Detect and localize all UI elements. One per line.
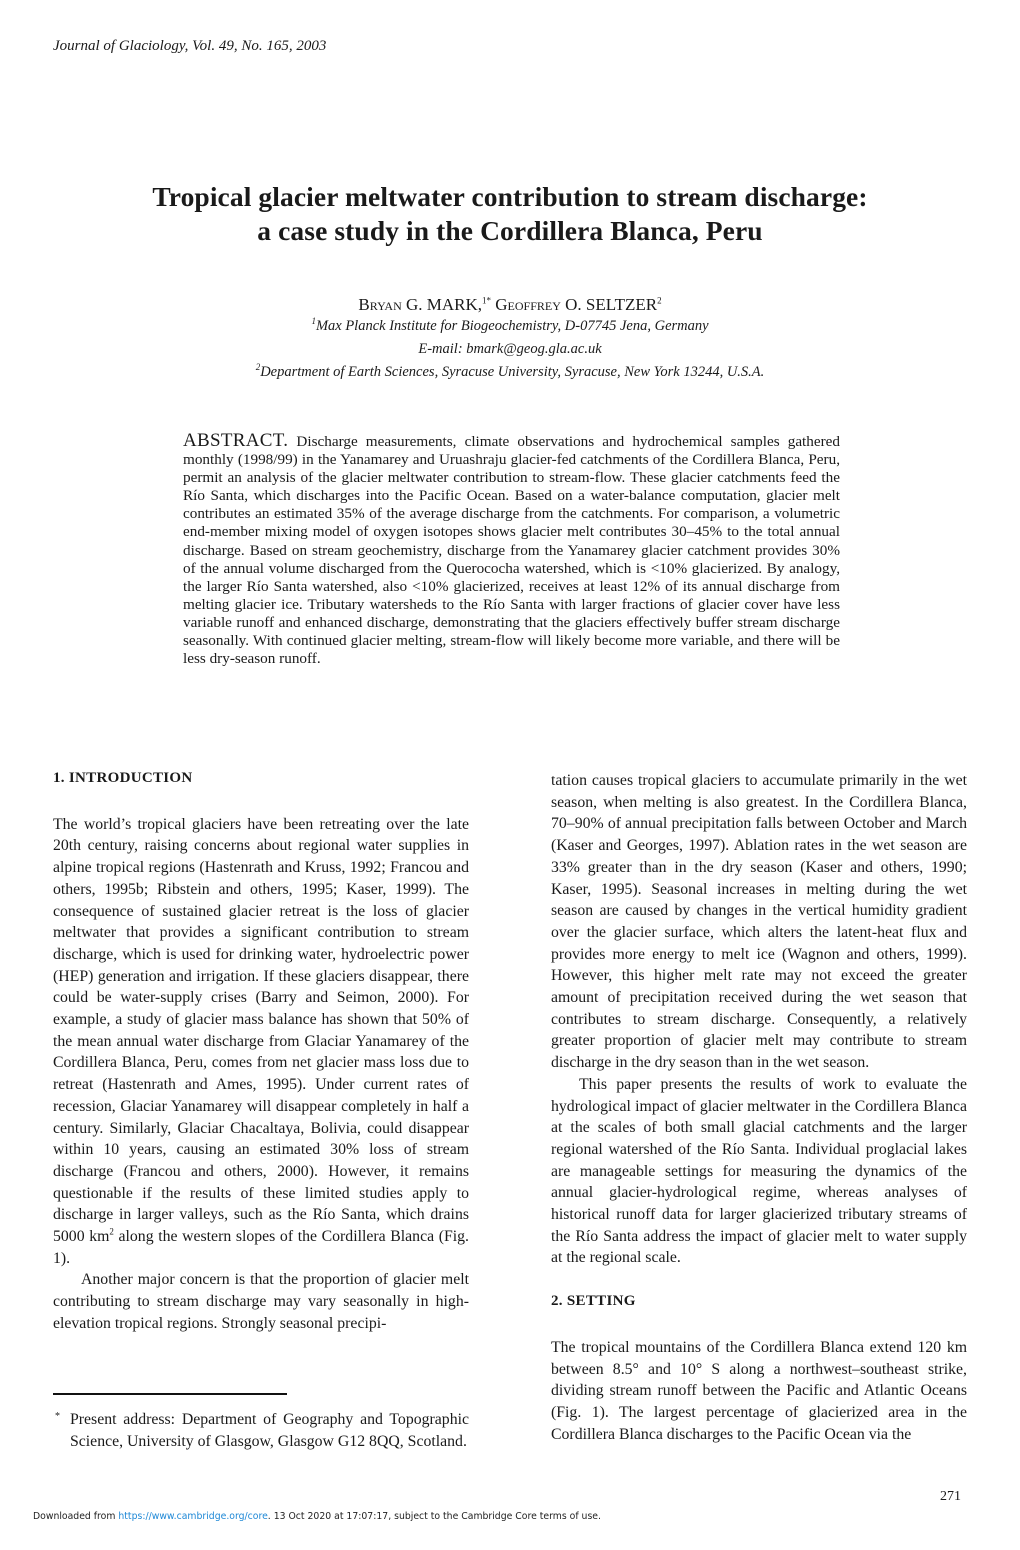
right-column [551, 770, 967, 1445]
paragraph: Another major concern is that the proportion of glacier melt contributing to stream discharge may vary seasonally in high-elevation tropical regions. Strongly seasonal precipi- [53, 1271, 469, 1332]
journal-header: Journal of Glaciology, Vol. 49, No. 165, 2003 [53, 38, 327, 54]
paragraph: The tropical mountains of the Cordillera Blanca extend 120 km between 8.5° and 10° S along a northwest–southeast strike, dividing stream runoff between the Pacific and Atlantic Oceans (Fig. 1). The largest percentage of glacierized area in the Cordillera Blanca discharges to the Pacific Ocean via the [551, 1338, 967, 1443]
paragraph: tation causes tropical glaciers to accumulate primarily in the wet season, when melting is also greatest. In the Cordillera Blanca, 70–90% of annual precipitation falls between October and March (Kaser and Georges, 1997). Ablation rates in the wet season are 33% greater than in the dry season (Kaser and others, 1990; Kaser, 1995). Seasonal increases in melting during the wet season are caused by changes in the vertical humidity gradient over the glacier surface, which alters the latent-heat flux and provides more energy to melt ice (Wagnon and others, 1999). However, this higher melt rate may not exceed the greater amount of precipitation received during the wet season that contributes to stream discharge. Consequently, a relatively greater proportion of glacier melt may contribute to stream discharge in the dry season than in the wet season. [551, 772, 967, 1072]
abstract-label: ABSTRACT. [183, 430, 289, 451]
section-heading-setting: 2. SETTING [551, 1293, 636, 1310]
download-suffix: . 13 Oct 2020 at 17:07:17, subject to the Cambridge Core terms of use. [267, 1511, 601, 1522]
cambridge-core-link[interactable]: https://www.cambridge.org/core [118, 1511, 268, 1522]
footnote-divider [53, 1393, 287, 1395]
title-line-2: a case study in the Cordillera Blanca, Peru [257, 215, 763, 246]
section-heading-introduction: 1. INTRODUCTION [53, 770, 193, 786]
author-name: Bryan G. MARK, [358, 295, 483, 314]
affiliation-text: Max Planck Institute for Biogeochemistry, D-07745 Jena, Germany [315, 318, 709, 334]
affiliation-1 [0, 318, 1020, 335]
paragraph-text: along the western slopes of the Cordillera Blanca (Fig. 1). [53, 1228, 469, 1267]
paragraph [53, 814, 469, 1270]
left-column [53, 768, 469, 1335]
author-list [0, 294, 1020, 316]
paragraph-text: The world’s tropical glaciers have been retreating over the late 20th century, raising concerns about regional water supplies in alpine tropical regions (Hastenrath and Kruss, 1992; Francou and others, 1995b; Ribstein and others, 1995; Kaser, 1999). The consequence of sustained glacier retreat is the loss of glacier meltwater that provides a significant contribution to stream discharge, which is used for drinking water, hydroelectric power (HEP) generation and irrigation. If these glaciers disappear, there could be water-supply crises (Barry and Seimon, 2000). For example, a study of glacier mass balance has shown that 50% of the mean annual water discharge from Glaciar Yanamarey of the Cordillera Blanca, Peru, comes from net glacier mass loss due to retreat (Hastenrath and Ames, 1995). Under current rates of recession, Glaciar Yanamarey will disappear completely in half a century. Similarly, Glaciar Chacaltaya, Bolivia, could disappear within 10 years, causing an estimated 30% loss of stream discharge (Francou and others, 2000). However, it remains questionable if the results of these limited studies apply to discharge in larger valleys, such as the Río Santa, which drains 5000 km [53, 815, 469, 1246]
author-email [0, 341, 1020, 358]
page-number: 271 [940, 1489, 961, 1504]
author-superscript: 1* [482, 295, 492, 306]
author-name: Geoffrey O. SELTZER [495, 295, 658, 314]
author-superscript: 2 [657, 295, 662, 306]
affiliation-2 [0, 364, 1020, 381]
superscript: 2 [109, 1226, 114, 1237]
paper-title [0, 180, 1020, 248]
abstract [183, 432, 840, 668]
title-line-1: Tropical glacier meltwater contribution to stream discharge: [152, 181, 868, 212]
email-text: E-mail: bmark@geog.gla.ac.uk [418, 341, 602, 357]
affiliation-text: Department of Earth Sciences, Syracuse University, Syracuse, New York 13244, U.S.A. [260, 364, 765, 380]
abstract-text: Discharge measurements, climate observations and hydrochemical samples gathered monthly (1998/99) in the Yanamarey and Uruashraju glacier-fed catchments of the Cordillera Blanca, Peru, permit an analysis of the glacier meltwater contribution to stream-flow. These glacier catchments feed the Río Santa, which discharges into the Pacific Ocean. Based on a water-balance computation, glacier melt contributes an estimated 35% of the average discharge from the catchments. For comparison, a volumetric end-member mixing model of oxygen isotopes shows glacier melt contributes 30–45% to the total annual discharge. Based on stream geochemistry, discharge from the Yanamarey glacier catchment provides 30% of the annual volume discharged from the Querococha watershed, which is <10% glacierized. By analogy, the larger Río Santa watershed, also <10% glacierized, receives at least 12% of its annual discharge from melting glacier ice. Tributary watersheds to the Río Santa with larger fractions of glacier cover have less variable runoff and enhanced discharge, demonstrating that the glaciers effectively buffer stream discharge seasonally. With continued glacier melting, stream-flow will likely become more variable, and there will be less dry-season runoff. [183, 433, 841, 668]
footnote-text: Present address: Department of Geography and Topographic Science, University of Glasgow, Glasgow G12 8QQ, Scotland. [70, 1411, 469, 1450]
footnote [53, 1409, 469, 1452]
affiliation-marker: 1 [311, 316, 316, 327]
footnote-marker: * [55, 1411, 60, 1422]
affiliation-marker: 2 [255, 362, 261, 373]
paragraph: This paper presents the results of work to evaluate the hydrological impact of glacier meltwater in the Cordillera Blanca at the scales of both small glacial catchments and the larger regional watershed of the Río Santa. Individual proglacial lakes are manageable settings for measuring the dynamics of the annual glacier-hydrological regime, whereas analyses of historical runoff data for larger glacierized tributary streams of the Río Santa address the impact of glacier melt to water supply at the regional scale. [551, 1075, 967, 1267]
download-notice [33, 1511, 601, 1522]
download-prefix: Downloaded from [33, 1511, 119, 1522]
